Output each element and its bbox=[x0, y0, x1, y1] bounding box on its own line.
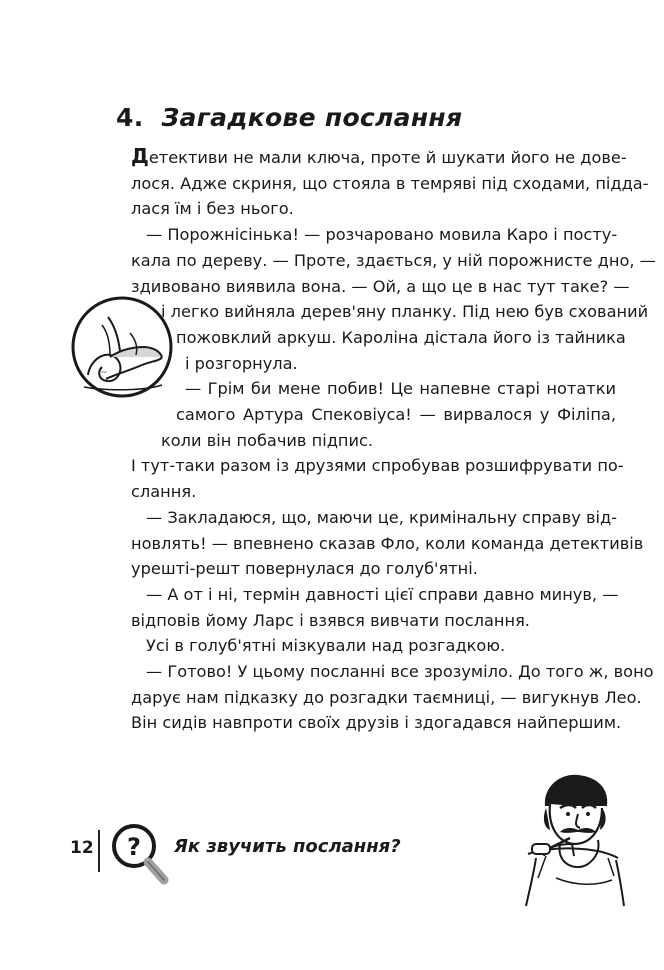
paragraph-8-line-1: — Готово! У цьому посланні все зрозуміло. До того ж, воно bbox=[146, 662, 654, 682]
paragraph-2-line-4: і легко вийняла дерев'яну планку. Під нею був схований bbox=[161, 302, 649, 322]
paragraph-6-line-1: — А от і ні, термін давності цієї справи давно минув, — bbox=[146, 584, 619, 604]
paragraph-1-line-2: лося. Адже скриня, що стояла в темряві під сходами, піддa- bbox=[131, 173, 649, 193]
chapter-title bbox=[116, 103, 462, 132]
paragraph-2-line-6: і розгорнула. bbox=[185, 353, 298, 373]
magnifier-question-icon bbox=[108, 820, 170, 890]
footer-divider bbox=[98, 830, 100, 872]
svg-text:?: ? bbox=[127, 833, 141, 861]
dropcap: Д bbox=[131, 144, 149, 168]
paragraph-3-line-2: самого Артура Спековіуса! — вирвалося у Філіпа, bbox=[176, 405, 616, 425]
paragraph-8-line-2: дарує нам підказку до розгадки таємниці, — вигукнув Лео. bbox=[131, 687, 642, 707]
paragraph-5-line-2: новлять! — впевнено сказав Фло, коли команда детективів bbox=[131, 533, 644, 553]
paragraph-1-line-1 bbox=[131, 144, 627, 171]
paragraph-7-line-1: Усі в голуб'ятні мізкували над розгадкою. bbox=[146, 636, 506, 656]
chapter-body bbox=[131, 144, 656, 736]
footer-question: Як звучить послання? bbox=[174, 836, 401, 857]
page-number: 12 bbox=[70, 838, 94, 858]
paragraph-1-line-3: лася їм і без нього. bbox=[131, 199, 294, 219]
page-footer bbox=[64, 820, 624, 890]
chapter-number: 4. bbox=[116, 102, 144, 132]
paragraph-4-line-2: слання. bbox=[131, 482, 197, 502]
chapter-title-text: Загадкове послання bbox=[161, 102, 463, 132]
text-line: етективи не мали ключа, проте й шукати його не дове- bbox=[148, 148, 627, 167]
paragraph-3-line-1: — Грім би мене побив! Це напевне старі нотатки bbox=[185, 379, 616, 399]
paragraph-2-line-5: пожовклий аркуш. Кароліна дістала його із тайника bbox=[176, 327, 626, 347]
paragraph-6-line-2: відповів йому Ларс і взявся вивчати послання. bbox=[131, 610, 530, 630]
paragraph-5-line-3: урешті-решт повернулася до голуб'ятні. bbox=[131, 559, 478, 579]
paragraph-2-line-1: — Порожнісінька! — розчаровано мовила Каро і посту- bbox=[146, 225, 618, 245]
paragraph-2-line-2: кала по дереву. — Проте, здається, у ній порожнисте дно, — bbox=[131, 250, 656, 270]
paragraph-3-line-3: коли він побачив підпис. bbox=[161, 430, 374, 450]
paragraph-5-line-1: — Закладаюся, що, маючи це, кримінальну справу від- bbox=[146, 507, 618, 527]
svg-text:~: ~ bbox=[100, 368, 108, 378]
paragraph-8-line-3: Він сидів навпроти своїх друзів і здогадався найпершим. bbox=[131, 713, 622, 733]
paragraph-4-line-1: І тут-таки разом із друзями спробував розшифрувати по- bbox=[131, 456, 624, 476]
paragraph-2-line-3: здивовано виявила вона. — Ой, а що це в нас тут таке? — bbox=[131, 276, 630, 296]
